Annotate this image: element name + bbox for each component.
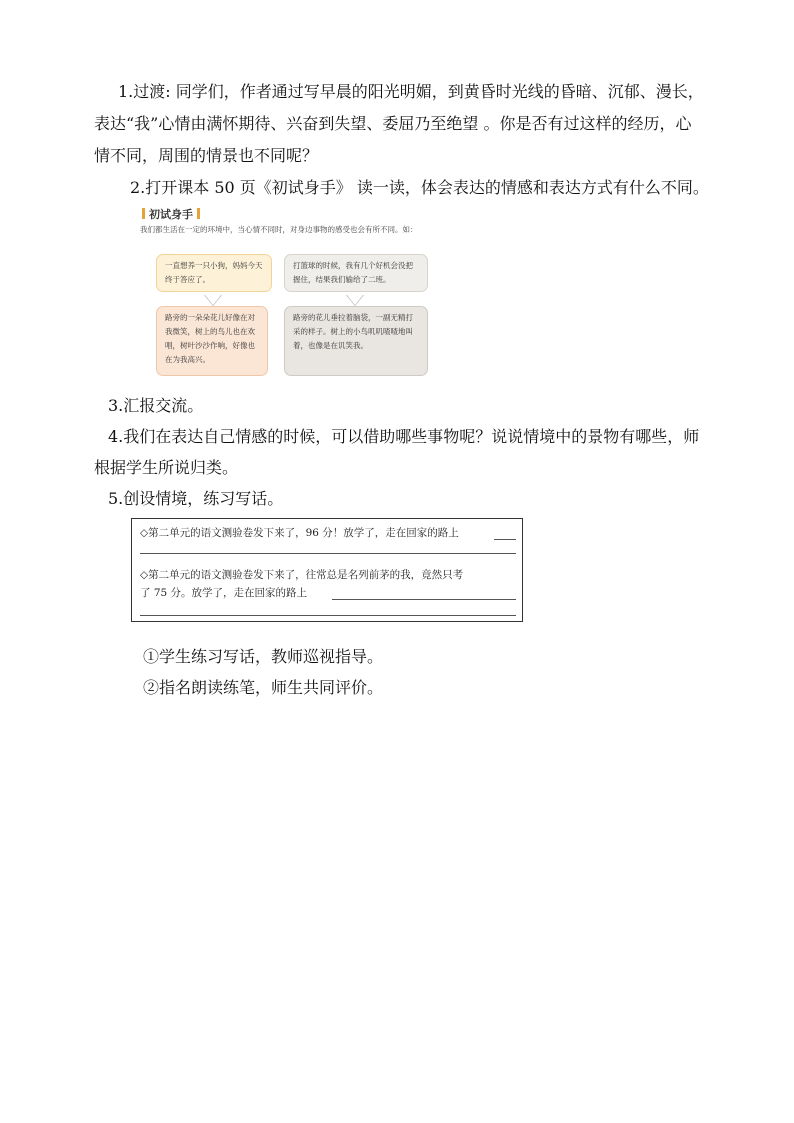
bubble-top-right: 打篮球的时候，我有几个好机会没把握住，结果我们输给了二班。 <box>284 254 428 292</box>
figure-title-text: 初试身手 <box>149 208 193 221</box>
paragraph-2: 2.打开课本 50 页《初试身手》 读一读，体会表达的情感和表达方式有什么不同。 <box>130 178 709 197</box>
step-2: ②指名朗读练笔，师生共同评价。 <box>143 678 384 697</box>
writing-blank-2b <box>140 615 516 616</box>
paragraph-5: 5.创设情境，练习写话。 <box>108 489 284 508</box>
paragraph-1-line-1: 1.过渡: 同学们，作者通过写早晨的阳光明媚，到黄昏时光线的昏暗、沉郁、漫长， <box>118 82 704 101</box>
title-bar-right <box>197 208 200 219</box>
writing-blank-2a <box>332 599 516 600</box>
bubble-bottom-right: 路旁的花儿垂拉着脑袋，一副无精打采的样子。树上的小鸟叽叽喳喳地叫着，也像是在讥笑我。 <box>284 306 428 376</box>
writing-blank-1a <box>494 539 516 540</box>
figure-intro: 我们都生活在一定的环境中，当心情不同时，对身边事物的感受也会有所不同。如： <box>140 225 418 234</box>
writing-blank-1b <box>140 553 516 554</box>
paragraph-3: 3.汇报交流。 <box>108 396 204 415</box>
writing-item-2-line-1: ◇第二单元的语文测验卷发下来了，往常总是名列前茅的我，竟然只考 <box>140 569 464 581</box>
paragraph-1-line-2: 表达“我”心情由满怀期待、兴奋到失望、委屈乃至绝望 。你是否有过这样的经历，心 <box>94 114 692 133</box>
arrow-left <box>205 295 221 305</box>
writing-item-2-line-2: 了 75 分。放学了，走在回家的路上 <box>140 587 308 599</box>
bubble-top-left: 一直想养一只小狗，妈妈今天终于答应了。 <box>156 254 272 292</box>
step-1: ①学生练习写话，教师巡视指导。 <box>143 647 384 666</box>
title-bar-left <box>142 208 145 219</box>
paragraph-4-line-2: 根据学生所说归类。 <box>94 458 239 477</box>
paragraph-4-line-1: 4.我们在表达自己情感的时候，可以借助哪些事物呢？说说情境中的景物有哪些，师 <box>108 427 700 446</box>
textbook-figure <box>132 204 432 380</box>
figure-title <box>138 206 204 222</box>
writing-item-1: ◇第二单元的语文测验卷发下来了，96 分！放学了，走在回家的路上 <box>140 527 459 539</box>
writing-practice-box <box>131 518 523 622</box>
paragraph-1-line-3: 情不同，周围的情景也不同呢？ <box>94 146 319 165</box>
arrow-right <box>347 295 363 305</box>
bubble-bottom-left: 路旁的一朵朵花儿好像在对我微笑，树上的鸟儿也在欢唱，树叶沙沙作响，好像也在为我高兴。 <box>156 306 268 376</box>
